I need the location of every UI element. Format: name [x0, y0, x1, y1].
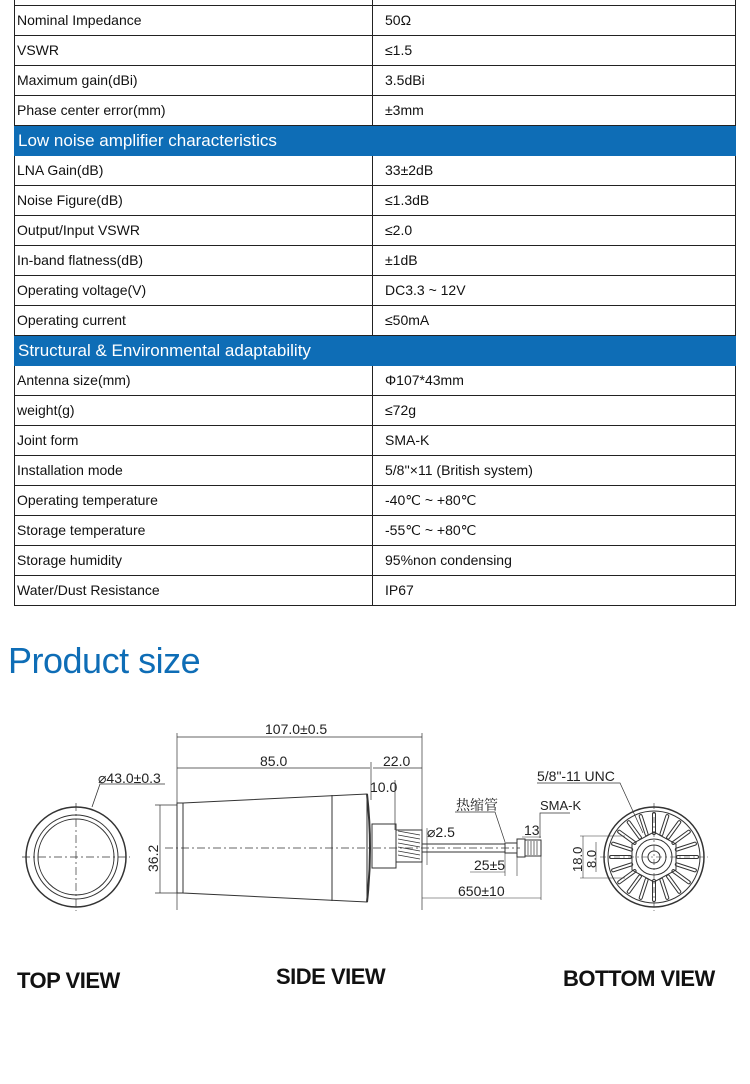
table-row [14, 456, 736, 486]
spec-label: Noise Figure(dB) [15, 186, 373, 215]
spec-label: Water/Dust Resistance [15, 576, 373, 605]
spec-value: 3.5dBi [385, 72, 425, 88]
side-view-label: SIDE VIEW [276, 964, 386, 989]
spec-label: weight(g) [15, 396, 373, 425]
cable-length-label: 650±10 [458, 883, 505, 899]
table-row [14, 546, 736, 576]
spec-label: Antenna size(mm) [15, 366, 373, 395]
radiator-fin-inner [629, 876, 640, 891]
overall-length-label: 107.0±0.5 [265, 721, 328, 737]
table-row [14, 36, 736, 66]
dimension-drawing [0, 700, 750, 950]
radiator-fin-inner [673, 871, 688, 882]
table-row [14, 96, 736, 126]
side-view-drawing [145, 721, 582, 910]
table-row [14, 6, 736, 36]
table-row [14, 246, 736, 276]
spec-value: ≤2.0 [385, 222, 413, 238]
spec-value: DC3.3 ~ 12V [385, 282, 466, 298]
spec-value: ≤1.5 [385, 42, 413, 58]
bottom-outer-label: 18.0 [570, 846, 585, 872]
spec-value: SMA-K [385, 432, 430, 448]
spec-value: Φ107*43mm [385, 372, 464, 388]
spec-value: -40℃ ~ +80℃ [385, 492, 477, 508]
radiator-fin-inner [673, 832, 688, 843]
radiator-fin-inner [619, 871, 634, 882]
shrink-length-label: 25±5 [474, 857, 506, 873]
spec-label: Operating temperature [15, 486, 373, 515]
section-header-lna: Low noise amplifier characteristics [14, 126, 736, 156]
spec-label: Joint form [15, 426, 373, 455]
spec-value: 50Ω [385, 12, 412, 28]
table-row [14, 426, 736, 456]
product-size-title: Product size [8, 640, 201, 681]
spec-label: LNA Gain(dB) [15, 156, 373, 185]
connector-length-label: 13 [524, 822, 540, 838]
spec-table [14, 0, 736, 606]
table-row [14, 156, 736, 186]
spec-value: IP67 [385, 582, 414, 598]
spec-value: -55℃ ~ +80℃ [385, 522, 477, 538]
table-row [14, 306, 736, 336]
bottom-view-label: BOTTOM VIEW [563, 966, 715, 991]
spec-value: ≤72g [385, 402, 417, 418]
thread-label: 5/8"-11 UNC [537, 768, 615, 784]
spec-label: Output/Input VSWR [15, 216, 373, 245]
spec-label: Nominal Impedance [15, 6, 373, 35]
spec-value: 95%non condensing [385, 552, 512, 568]
spec-label: Operating current [15, 306, 373, 335]
table-row [14, 366, 736, 396]
spec-label: Installation mode [15, 456, 373, 485]
base-length-label: 22.0 [383, 753, 411, 769]
table-row [14, 186, 736, 216]
section-header-structural: Structural & Environmental adaptability [14, 336, 736, 366]
heat-shrink-label: 热缩管 [456, 797, 498, 813]
top-diameter-label: ⌀43.0±0.3 [98, 770, 161, 786]
spec-value: 5/8''×11 (British system) [385, 462, 533, 478]
spec-label: In-band flatness(dB) [15, 246, 373, 275]
connector-label: SMA-K [540, 798, 582, 813]
body-length-label: 85.0 [260, 753, 288, 769]
table-row [14, 576, 736, 606]
spec-value: ≤50mA [385, 312, 430, 328]
bottom-view-drawing [537, 768, 708, 911]
table-row [14, 276, 736, 306]
spec-label: Storage humidity [15, 546, 373, 575]
radiator-fin-inner [668, 876, 679, 891]
spec-value: ±3mm [385, 102, 424, 118]
radiator-fin-inner [668, 822, 679, 837]
table-row [14, 516, 736, 546]
spec-value: ≤1.3dB [385, 192, 430, 208]
base-sub-label: 10.0 [370, 779, 398, 795]
table-row [14, 486, 736, 516]
spec-value: ±1dB [385, 252, 418, 268]
table-row [14, 396, 736, 426]
radiator-fin-inner [629, 822, 640, 837]
spec-label: VSWR [15, 36, 373, 65]
height-label: 36.2 [145, 844, 161, 872]
top-view-label: TOP VIEW [17, 968, 120, 993]
cable-diameter-label: ⌀2.5 [427, 824, 455, 840]
spec-label: Maximum gain(dBi) [15, 66, 373, 95]
spec-value: 33±2dB [385, 162, 434, 178]
bottom-inner-label: 8.0 [584, 849, 599, 868]
spec-label: Phase center error(mm) [15, 96, 373, 125]
table-row [14, 216, 736, 246]
spec-label: Operating voltage(V) [15, 276, 373, 305]
spec-label: Storage temperature [15, 516, 373, 545]
top-view-drawing [22, 770, 165, 911]
table-row [14, 66, 736, 96]
radiator-fin-inner [619, 832, 634, 843]
